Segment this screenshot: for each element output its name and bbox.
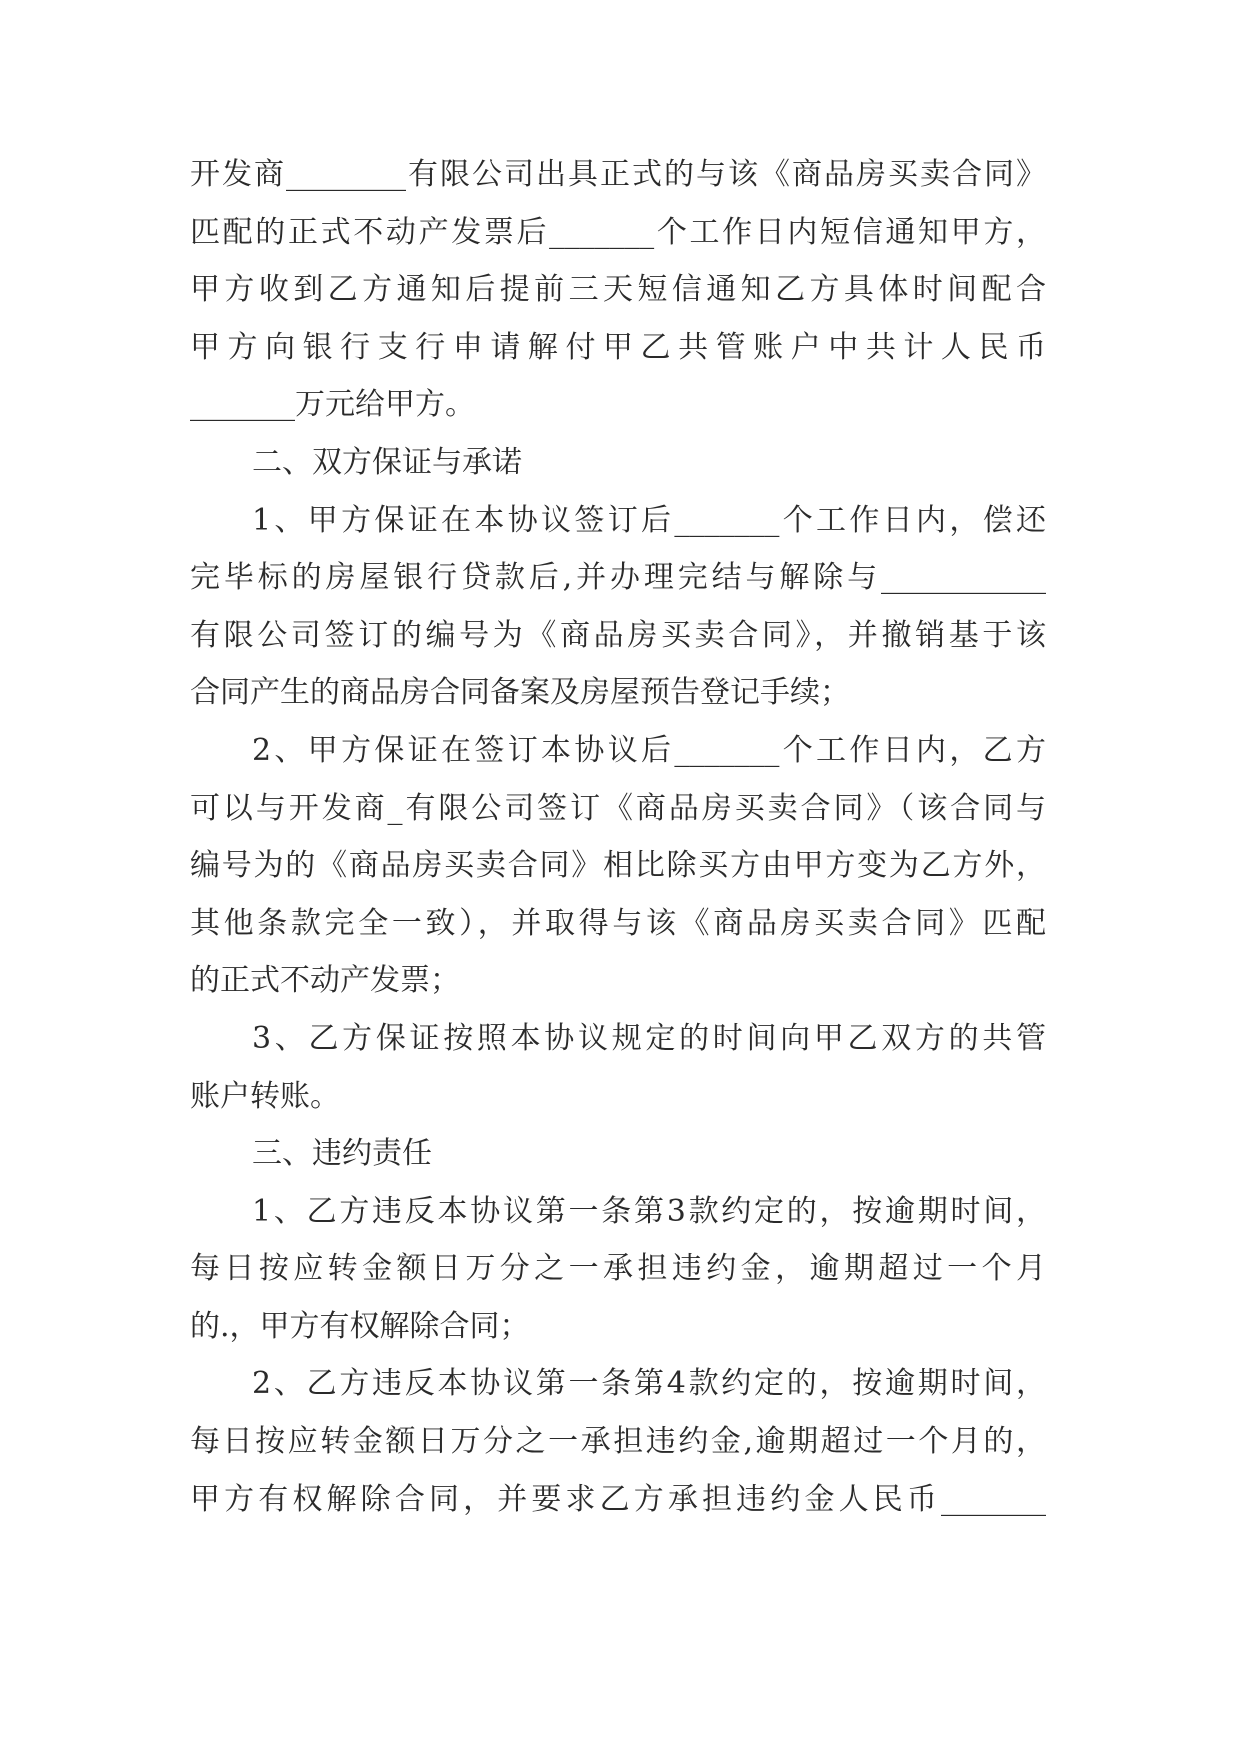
text-line: 编号为的《商品房买卖合同》相比除买方由甲方变为乙方外，	[190, 848, 1046, 884]
text-line: 甲方收到乙方通知后提前三天短信通知乙方具体时间配合	[190, 272, 1046, 308]
text-line: 每日按应转金额日万分之一承担违约金,逾期超过一个月的，	[190, 1424, 1046, 1460]
text-line: 有限公司签订的编号为《商品房买卖合同》，并撤销基于该	[190, 617, 1046, 653]
text-line: 二、双方保证与承诺	[252, 444, 522, 480]
text-line: 2、乙方违反本协议第一条第4款约定的，按逾期时间，	[252, 1366, 1046, 1402]
text-line: 的.，甲方有权解除合同；	[190, 1308, 530, 1344]
text-line: 开发商________有限公司出具正式的与该《商品房买卖合同》	[190, 157, 1046, 192]
text-line: 匹配的正式不动产发票后_______个工作日内短信通知甲方，	[190, 214, 1046, 250]
text-line: 三、违约责任	[252, 1136, 432, 1172]
text-line: _______万元给甲方。	[190, 387, 475, 423]
text-line: 可以与开发商_有限公司签订《商品房买卖合同》（该合同与	[190, 790, 1046, 826]
text-line: 2、甲方保证在签订本协议后_______个工作日内，乙方	[252, 732, 1046, 768]
text-line: 其他条款完全一致），并取得与该《商品房买卖合同》匹配	[190, 905, 1046, 941]
text-line: 完毕标的房屋银行贷款后,并办理完结与解除与___________	[190, 560, 1046, 596]
text-line: 的正式不动产发票；	[190, 963, 460, 999]
document-body	[190, 146, 1046, 1528]
text-line: 甲方向银行支行申请解付甲乙共管账户中共计人民币	[190, 329, 1046, 365]
text-line: 甲方有权解除合同，并要求乙方承担违约金人民币_______	[190, 1481, 1046, 1517]
text-line: 每日按应转金额日万分之一承担违约金，逾期超过一个月	[190, 1251, 1046, 1287]
text-line: 合同产生的商品房合同备案及房屋预告登记手续；	[190, 675, 850, 711]
text-line: 1、甲方保证在本协议签订后_______个工作日内，偿还	[252, 502, 1046, 538]
text-line: 3、乙方保证按照本协议规定的时间向甲乙双方的共管	[252, 1020, 1046, 1056]
text-line: 1、乙方违反本协议第一条第3款约定的，按逾期时间，	[252, 1193, 1046, 1229]
text-line: 账户转账。	[190, 1078, 340, 1114]
